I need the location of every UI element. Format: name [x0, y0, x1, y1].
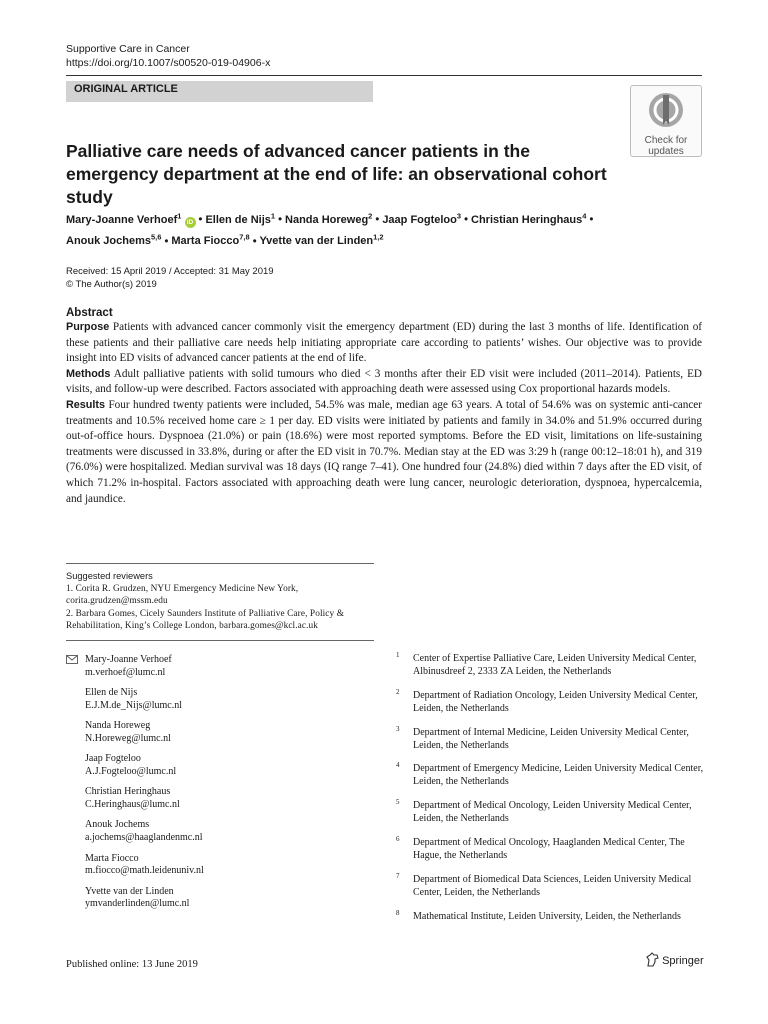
- contact-email[interactable]: N.Horeweg@lumc.nl: [85, 732, 171, 744]
- author-name-text: Nanda Horeweg: [285, 213, 369, 226]
- contact-entry: [66, 654, 366, 680]
- author-affiliation-number: 3: [456, 211, 462, 220]
- affiliation-number: 1: [396, 651, 400, 659]
- author-affiliation-number: 4: [582, 211, 587, 220]
- affiliation-text: Department of Medical Oncology, Haaglanden Medical Center, The Hague, the Netherlands: [413, 836, 685, 861]
- contact-name: Ellen de Nijs: [85, 687, 138, 699]
- contact-email[interactable]: m.fiocco@math.leidenuniv.nl: [85, 865, 204, 877]
- contact-entry: [66, 687, 366, 713]
- affiliation-text: Mathematical Institute, Leiden University, Leiden, the Netherlands: [413, 910, 681, 922]
- author-affiliation-number: 2: [368, 211, 373, 220]
- affiliation-text: Department of Emergency Medicine, Leiden University Medical Center, Leiden, the Netherlands: [413, 763, 704, 788]
- orcid-icon[interactable]: iD: [185, 217, 196, 228]
- affiliation-text: Center of Expertise Palliative Care, Leiden University Medical Center, Albinusdreef 2, 2333 ZA Leiden, the Netherlands: [413, 653, 697, 677]
- abstract-methods: [66, 367, 702, 398]
- author-name[interactable]: [66, 232, 162, 248]
- affiliation-entry: [396, 910, 706, 947]
- affiliation-entry: [396, 873, 706, 910]
- check-for-updates-badge[interactable]: [630, 85, 702, 157]
- check-updates-label: Check for updates: [644, 135, 688, 157]
- contact-name: Jaap Fogteloo: [85, 753, 141, 765]
- contact-name: Anouk Jochems: [85, 819, 150, 831]
- affiliation-text: Department of Radiation Oncology, Leiden University Medical Center, Leiden, the Netherlands: [413, 689, 698, 714]
- author-name[interactable]: [205, 211, 276, 226]
- abstract-section: [66, 306, 702, 507]
- author-affiliation-number: 1: [177, 211, 182, 220]
- affiliation-entry: [396, 762, 706, 799]
- reviewer-item: 1. Corita R. Grudzen, NYU Emergency Medicine New York, corita.grudzen@mssm.edu: [66, 583, 299, 607]
- author-name[interactable]: [382, 211, 462, 226]
- contact-email[interactable]: A.J.Fogteloo@lumc.nl: [85, 766, 177, 778]
- affiliation-number: 3: [396, 724, 400, 733]
- affiliation-number: 7: [396, 871, 400, 880]
- author-affiliation-number: 5,6: [150, 232, 162, 242]
- journal-header: [66, 42, 270, 70]
- abstract-results: [66, 398, 702, 507]
- purpose-label: Purpose: [66, 321, 110, 333]
- contact-name: Christian Heringhaus: [85, 786, 171, 798]
- contact-entry: [66, 886, 366, 912]
- affiliation-number: 6: [396, 834, 400, 843]
- affiliation-number: 8: [396, 908, 400, 917]
- purpose-text: Patients with advanced cancer commonly visit the emergency department (ED) during the last 3 months of life. Identification of these patients and their palliative care needs help initiating appropriate care according to patients’ wishes. Our objective was to provide insight into ED visits of advanced cancer patients at the end of life.: [66, 321, 703, 365]
- contact-name: Mary-Joanne Verhoef: [85, 654, 172, 665]
- author-name-text: Christian Heringhaus: [471, 213, 583, 226]
- contact-name: Nanda Horeweg: [85, 720, 151, 732]
- author-name-text: Jaap Fogteloo: [382, 213, 457, 226]
- results-label: Results: [66, 398, 106, 411]
- contact-name: Marta Fiocco: [85, 852, 139, 864]
- contact-email[interactable]: m.verhoef@lumc.nl: [85, 666, 166, 678]
- footnote-rule: [66, 640, 374, 641]
- contact-entry: [66, 786, 366, 812]
- methods-text: Adult palliative patients with solid tumours who died < 3 months after their ED visit were included (2011–2014). Patients, ED visits, and follow-up were described. Factors associated with approaching death were assessed using Cox proportional hazards models.: [66, 367, 702, 396]
- affiliation-text: Department of Biomedical Data Sciences, Leiden University Medical Center, Leiden, the Netherlands: [413, 873, 692, 898]
- author-list: Mary-Joanne Verhoef$^1$ iD • Ellen de Nijs$^1$ • Nanda Horeweg$^2$ • Jaap Fogteloo$^3$ • Christian Heringhaus$^4$ • Anouk Jochems$^{5,6}$ • Marta Fiocco$^{7,8}$ • Yvette van der Linden$^{1,2}$: [66, 211, 594, 248]
- author-name[interactable]: [171, 232, 250, 248]
- article-dates: [66, 265, 274, 291]
- envelope-icon: [66, 655, 78, 664]
- affiliation-text: Department of Medical Oncology, Leiden University Medical Center, Leiden, the Netherlands: [413, 800, 692, 825]
- contact-email[interactable]: a.jochems@haaglandenmc.nl: [85, 832, 203, 844]
- affiliation-entry: [396, 652, 706, 689]
- author-name[interactable]: [285, 211, 373, 226]
- results-text: Four hundred twenty patients were included, 54.5% was male, median age 63 years. A total of 54.6% was on systemic anti-cancer treatments and 10.5% received home care ≥ 1 per day. ED visits were initiated by patients and family in 34.0% and 51.9% occurred during out-of-office hours. Dyspnoea (21.0%) or pain (18.6%) were most reported symptoms. Before the ED visit, limitations on life-sustaining treatments were discussed in 33.8%, during or after the ED visit in 70.7%. Median stay at the ED was 3:29 h (range 00:12–18:01 h), and 319 (76.0%) were hospitalized. Median survival was 18 days (IQ range 7–41). One hundred four (24.8%) died within 7 days after the ED visit, of which 71.2% in-hospital. Factors associated with approaching death were lung cancer, neurologic deterioration, dyspnoea, hypercalcemia, and jaundice.: [66, 398, 703, 505]
- contact-email[interactable]: C.Heringhaus@lumc.nl: [85, 799, 180, 811]
- contact-name: Yvette van der Linden: [85, 885, 174, 897]
- contact-entry: [66, 753, 366, 779]
- affiliation-entry: [396, 689, 706, 726]
- check-updates-icon: [647, 91, 685, 129]
- reviewers-label: Suggested reviewers: [66, 571, 153, 581]
- contact-entry: [66, 853, 366, 879]
- copyright-line: © The Author(s) 2019: [66, 279, 157, 290]
- contact-email[interactable]: ymvanderlinden@lumc.nl: [85, 898, 190, 910]
- journal-name: Supportive Care in Cancer: [66, 43, 190, 55]
- suggested-reviewers: [66, 563, 374, 633]
- doi-link[interactable]: https://doi.org/10.1007/s00520-019-04906-x: [66, 57, 271, 69]
- publisher-name: Springer: [662, 955, 704, 967]
- author-name[interactable]: [66, 211, 196, 226]
- author-name-text: Ellen de Nijs: [205, 213, 271, 226]
- affiliation-entry: [396, 836, 706, 873]
- author-name-text: Marta Fiocco: [171, 235, 240, 248]
- author-affiliation-number: 1: [270, 211, 276, 220]
- affiliation-text: Department of Internal Medicine, Leiden University Medical Center, Leiden, the Netherlands: [413, 726, 689, 751]
- article-title: Palliative care needs of advanced cancer patients in the emergency department at the end of life: an observational cohort study: [66, 141, 607, 207]
- springer-logo: [646, 952, 704, 967]
- author-name-text: Yvette van der Linden: [259, 235, 374, 248]
- contact-email[interactable]: E.J.M.de_Nijs@lumc.nl: [85, 699, 182, 711]
- author-affiliation-number: 7,8: [239, 232, 250, 242]
- abstract-purpose: [66, 320, 702, 367]
- published-online-date: Published online: 13 June 2019: [66, 959, 198, 970]
- author-name-text: Anouk Jochems: [66, 235, 151, 248]
- springer-horse-icon: [646, 952, 659, 967]
- affiliation-entry: [396, 799, 706, 836]
- reviewer-item: 2. Barbara Gomes, Cicely Saunders Institute of Palliative Care, Policy & Rehabilitation, King’s College London, barbara.gomes@kcl.ac.uk: [66, 608, 345, 632]
- author-name[interactable]: [259, 232, 384, 248]
- affiliation-number: 4: [396, 761, 400, 770]
- affiliation-list: [396, 652, 706, 946]
- affiliation-entry: [396, 726, 706, 763]
- affiliation-number: 2: [396, 687, 400, 696]
- article-type-banner: ORIGINAL ARTICLE: [66, 81, 373, 102]
- author-name[interactable]: [471, 211, 587, 226]
- author-affiliation-number: 1,2: [373, 232, 384, 242]
- author-name-text: Mary-Joanne Verhoef: [66, 213, 178, 226]
- contact-entry: [66, 819, 366, 845]
- abstract-heading: Abstract: [66, 307, 113, 319]
- author-contacts: [66, 654, 366, 919]
- affiliation-number: 5: [396, 798, 400, 807]
- header-rule: [66, 75, 702, 76]
- contact-entry: [66, 720, 366, 746]
- methods-label: Methods: [66, 367, 111, 380]
- received-accepted-dates: Received: 15 April 2019 / Accepted: 31 May 2019: [66, 266, 274, 277]
